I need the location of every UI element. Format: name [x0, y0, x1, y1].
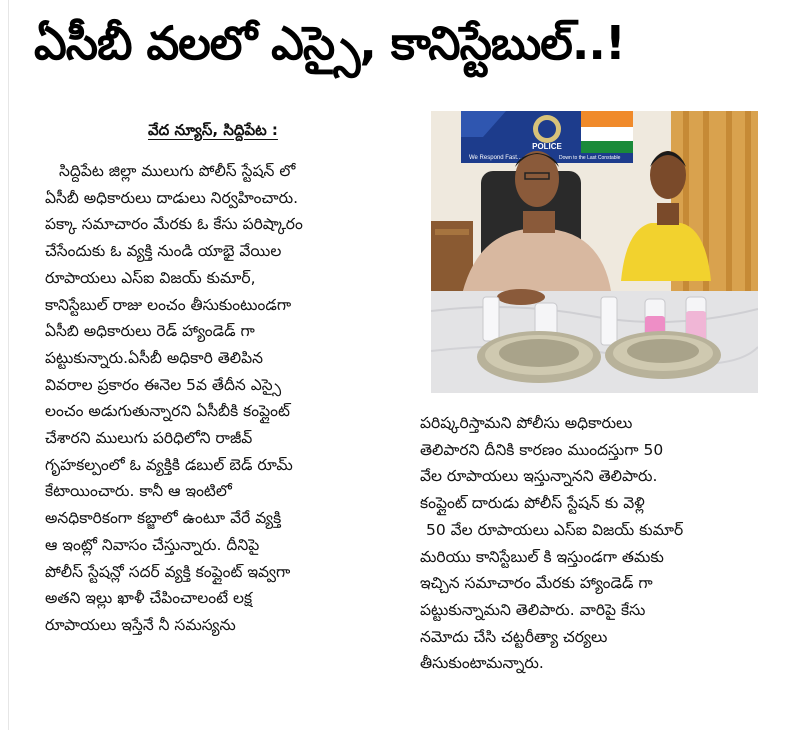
article-right-column — [420, 410, 770, 677]
article-line: సిద్దిపేట జిల్లా ములుగు పోలీస్ స్టేషన్ లో — [59, 162, 296, 180]
article-line: కంప్లైంట్ దారుడు పోలీస్ స్టేషన్ కు వెళ్లి — [420, 494, 645, 513]
article-line: వివరాల ప్రకారం ఈనెల 5వ తేదీన ఎస్సై — [45, 375, 282, 394]
article-line: చేశారని ములుగు పరిధిలోని రాజీవ్ — [45, 429, 253, 448]
article-line: పక్కా సమాచారం మేరకు ఓ కేసు పరిష్కారం — [45, 215, 303, 234]
article-line: ఇచ్చిన సమాచారం మేరకు హ్యాండెడ్ గా — [420, 574, 653, 593]
article-line: పోలీస్ స్టేషన్లో సదర్ వ్యక్తి కంప్లైంట్ ఇవ్వగా — [45, 562, 291, 581]
article-line: పట్టుకున్నామని తెలిపారు. వారిపై కేసు — [420, 600, 646, 619]
article-line: లంచం అడుగుతున్నారని ఏసీబీకి కంప్లైంట్ — [45, 402, 290, 421]
article-line: గృహకల్పంలో ఓ వ్యక్తికి డబుల్ బెడ్ రూమ్ — [45, 455, 293, 474]
article-line: ఏసీబీ అధికారులు దాడులు నిర్వహించారు. — [45, 188, 299, 207]
article-line: తెలిపారని దీనికి కారణం ముందస్తుగా 50 — [420, 440, 664, 459]
article-line: తీసుకుంటామన్నారు. — [420, 654, 544, 673]
article-left-column — [45, 158, 395, 639]
article-line: వేల రూపాయలు ఇస్తున్నానని తెలిపారు. — [420, 467, 658, 486]
news-photo — [431, 111, 758, 393]
article-line: కేటాయించారు. కానీ ఆ ఇంటిలో — [45, 482, 232, 501]
article-line: నమోదు చేసి చట్టరీత్యా చర్యలు — [420, 627, 608, 646]
banner-label: POLICE — [532, 142, 562, 151]
banner-tagline-right: Down to the Last Constable — [559, 155, 621, 161]
article-line: ఆ ఇంట్లో నివాసం చేస్తున్నారు. దీనిపై — [45, 535, 260, 554]
article-line: చేసేందుకు ఓ వ్యక్తి నుండి యాభై వేయిల — [45, 242, 282, 261]
article-line: అనధికారికంగా కబ్జాలో ఉంటూ వేరే వ్యక్తి — [45, 509, 282, 528]
article-line: 50 వేల రూపాయలు ఎస్ఐ విజయ్ కుమార్ — [426, 520, 684, 539]
article-line: రూపాయలు ఇస్తేనే నీ సమస్యను — [45, 615, 236, 634]
article-line: పరిష్కరిస్తామని పోలీసు అధికారులు — [420, 414, 633, 432]
article-line: అతని ఇల్లు ఖాళీ చేపించాలంటే లక్ష — [45, 589, 253, 608]
byline: వేద న్యూస్, సిద్దిపేట : — [148, 121, 278, 139]
article-line: పట్టుకున్నారు.ఏసీబీ అధికారి తెలిపిన — [45, 348, 264, 367]
article-line: కానిస్టేబుల్ రాజు లంచం తీసుకుంటుండగా — [45, 295, 292, 314]
article-line: మరియు కానిస్టేబుల్ కి ఇస్తుండగా తమకు — [420, 547, 664, 566]
article-line: రూపాయలు ఎస్ఐ విజయ్ కుమార్, — [45, 268, 256, 287]
page-edge — [8, 0, 9, 730]
banner-tagline-left: We Respond Fast... — [469, 155, 522, 161]
headline: ఏసీబీ వలలో ఎస్సై, కానిస్టేబుల్..! — [34, 16, 625, 70]
article-line: ఏసీబి అధికారులు రెడ్ హ్యాండెడ్ గా — [45, 322, 255, 341]
